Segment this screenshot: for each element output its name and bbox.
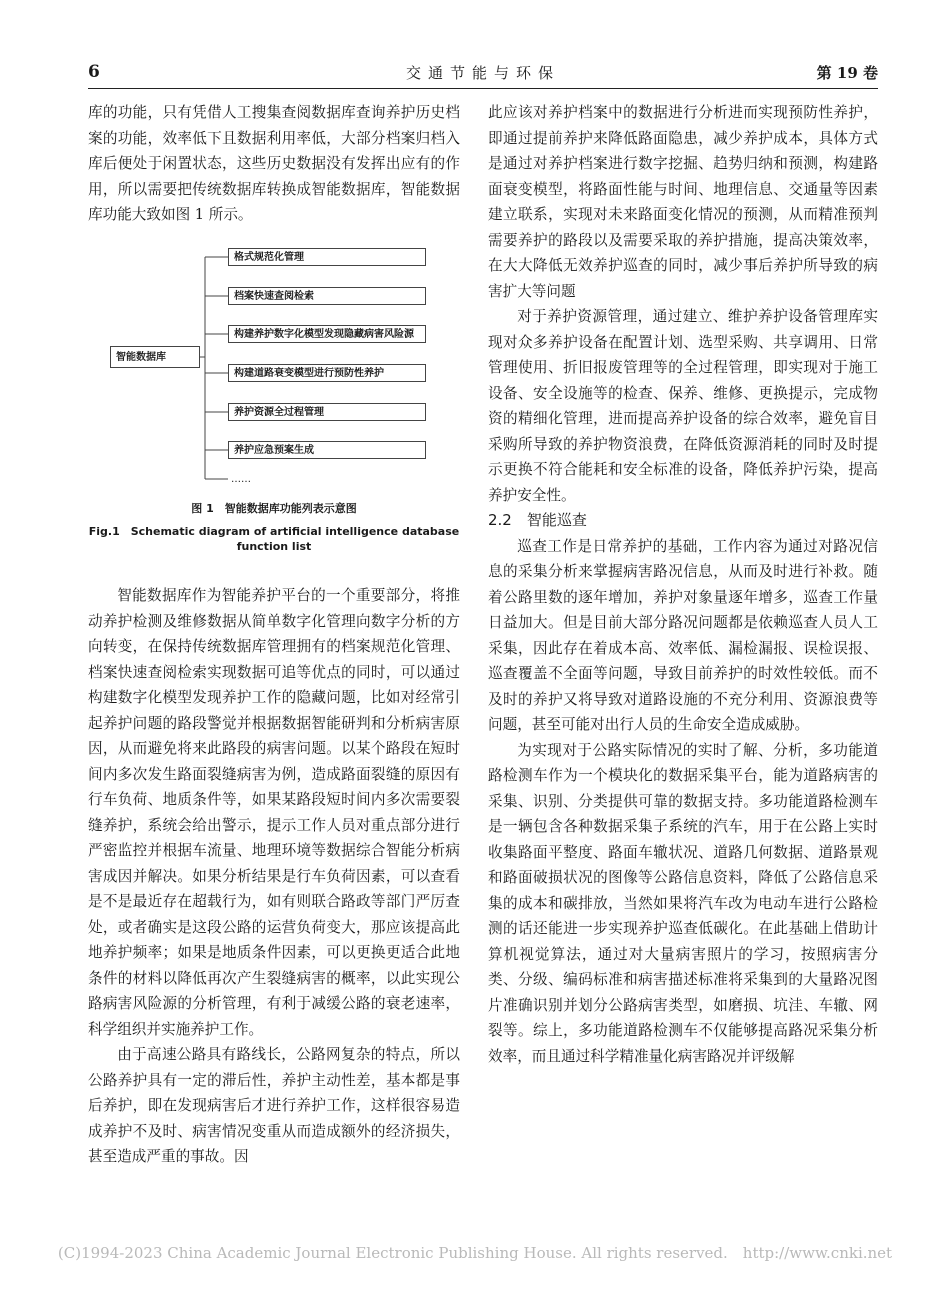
paragraph: 对于养护资源管理，通过建立、维护养护设备管理库实现对众多养护设备在配置计划、选型采购、共享调用、日常管理使用、折旧报废管理等的全过程管理，即实现对于施工设备、安全设施等的检查、保养、维修、更换提示，完成物资的精细化管理，进而提高养护设备的综合效率，避免盲目采购所导致的养护物资浪费，在降低资源消耗的同时及时提示更换不符合能耗和安全标准的设备，降低养护污染，提高养护安全性。 — [488, 308, 878, 504]
figure-caption-en: Fig.1 Schematic diagram of artificial intelligence database function list — [88, 525, 460, 553]
paragraph: 此应该对养护档案中的数据进行分析进而实现预防性养护，即通过提前养护来降低路面隐患，减少养护成本，具体方式是通过对养护档案进行数字挖掘、趋势归纳和预测，构建路面衰变模型，将路面性能与时间、地理信息、交通量等因素建立联系，实现对未来路面变化情况的预测，从而精准预判需要养护的路段以及需要采取的养护措施，提高决策效率，在大大降低无效养护巡查的同时，减少事后养护所导致的病害扩大等问题 — [488, 104, 878, 300]
diagram-root-box: 智能数据库 — [110, 346, 200, 368]
diagram-item-box: 养护资源全过程管理 — [228, 403, 426, 421]
page-number: 6 — [88, 62, 100, 82]
journal-title: 交通节能与环保 — [405, 64, 560, 82]
diagram-item-box: 养护应急预案生成 — [228, 441, 426, 459]
running-header — [88, 58, 878, 89]
diagram-item-box: 构建道路衰变模型进行预防性养护 — [228, 364, 426, 382]
paragraph: 由于高速公路具有路线长，公路网复杂的特点，所以公路养护具有一定的滞后性，养护主动性差，基本都是事后养护，即在发现病害后才进行养护工作，这样很容易造成养护不及时、病害情况变重从而造成额外的经济损失，甚至造成严重的事故。因 — [88, 1046, 460, 1165]
copyright-watermark: (C)1994-2023 China Academic Journal Electronic Publishing House. All rights reserved. http://www.cnki.net — [57, 1244, 893, 1262]
left-column-top — [88, 100, 460, 228]
right-column — [488, 100, 878, 1069]
paragraph: 智能数据库作为智能养护平台的一个重要部分，将推动养护检测及维修数据从简单数字化管理向数字分析的方向转变，在保持传统数据库管理拥有的档案规范化管理、档案快速查阅检索实现数据可追等优点的同时，可以通过构建数字化模型发现养护工作的隐藏问题，比如对经常引起养护问题的路段警觉并根据数据智能研判和分析病害原因，从而避免将来此路段的病害问题。以某个路段在短时间内多次发生路面裂缝病害为例，造成路面裂缝的原因有行车负荷、地质条件等，如果某路段短时间内多次需要裂缝养护，系统会给出警示，提示工作人员对重点部分进行严密监控并根据车流量、地理环境等数据综合智能分析病害成因并解决。如果分析结果是行车负荷因素，可以查看是不是最近存在超载行为，如有则联合路政等部门严厉查处，或者确实是这段公路的运营负荷变大，那应该提高此地养护频率；如果是地质条件因素，可以更换更适合此地条件的材料以降低再次产生裂缝病害的概率，以此实现公路病害风险源的分析管理，有利于减缓公路的衰老速率，科学组织并实施养护工作。 — [88, 587, 460, 1038]
paragraph: 巡查工作是日常养护的基础，工作内容为通过对路况信息的采集分析来掌握病害路况信息，从而及时进行补救。随着公路里数的逐年增加，养护对象量逐年增多，巡查工作量日益加大。但是目前大部分路况问题都是依赖巡查人员人工采集，因此存在着成本高、效率低、漏检漏报、误检误报、巡查覆盖不全面等问题，导致目前养护的时效性较低。而不及时的养护又将导致对道路设施的不充分利用、资源浪费等问题，甚至可能对出行人员的生命安全造成威胁。 — [488, 537, 878, 733]
diagram-item-box: 档案快速查阅检索 — [228, 287, 426, 305]
section-heading: 2.2 智能巡查 — [488, 511, 587, 529]
volume-label: 第 19 卷 — [816, 64, 878, 82]
paragraph: 库的功能，只有凭借人工搜集查阅数据库查询养护历史档案的功能，效率低下且数据利用率低，大部分档案归档入库后便处于闲置状态，这些历史数据没有发挥出应有的作用，所以需要把传统数据库转换成智能数据库，智能数据库功能大致如图 1 所示。 — [88, 104, 460, 223]
diagram-item-box: 格式规范化管理 — [228, 248, 426, 266]
paragraph: 为实现对于公路实际情况的实时了解、分析，多功能道路检测车作为一个模块化的数据采集平台，能为道路病害的采集、识别、分类提供可靠的数据支持。多功能道路检测车是一辆包含各种数据采集子系统的汽车，用于在公路上实时收集路面平整度、路面车辙状况、道路几何数据、道路景观和路面破损状况的图像等公路信息资料，降低了公路信息采集的成本和碳排放，当然如果将汽车改为电动车进行公路检测的话还能进一步实现养护巡查低碳化。在此基础上借助计算机视觉算法，通过对大量病害照片的学习，按照病害分类、分级、编码标准和病害描述标准将采集到的大量路况图片准确识别并划分公路病害类型，如磨损、坑洼、车辙、网裂等。综上，多功能道路检测车不仅能够提高路况采集分析效率，而且通过科学精准量化病害路况并评级解 — [488, 741, 878, 1065]
diagram-more-ellipsis: …… — [231, 474, 251, 485]
figure-1-diagram — [88, 236, 460, 492]
left-column-bottom — [88, 583, 460, 1170]
diagram-item-box: 构建养护数字化模型发现隐藏病害风险源 — [228, 325, 426, 343]
figure-caption-zh: 图 1 智能数据库功能列表示意图 — [191, 502, 357, 515]
